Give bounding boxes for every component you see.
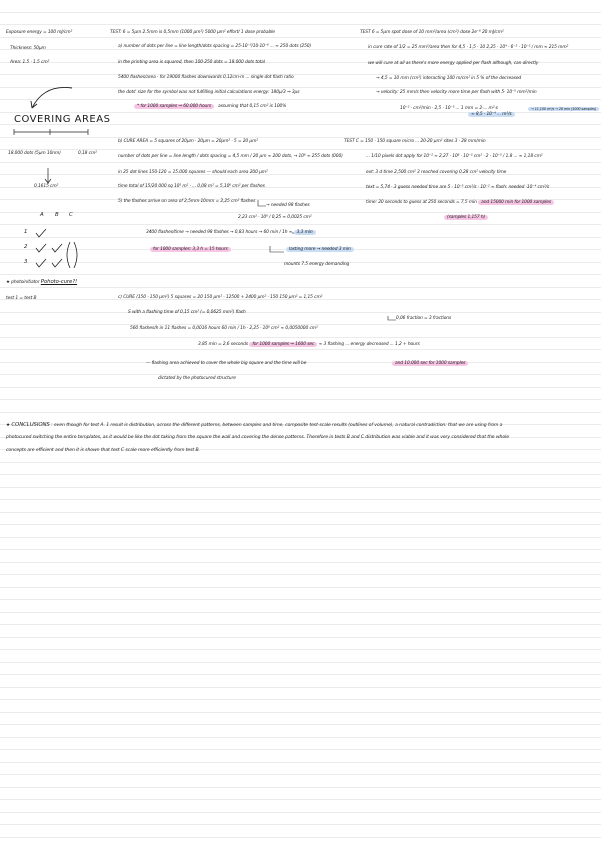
conclusions-label: CONCLUSIONS [11,422,50,428]
test2-line-e-tail: → needed 98 flashes [266,203,310,208]
test3-highlight-2: and 10.000 sec for 1000 samples [392,361,468,366]
test3-line-e: — flashing area achieved to cover the whole big square and the time will be [146,361,307,366]
test3-line-a: c) CURE (150 · 150 μm²) 5 squares = 20 150 μm² · 12500 + 2400 μm² · 150 150 μm² = 1,15 cm² [118,295,323,300]
bracket-arrow-sketch [258,200,266,206]
dimension-line-sketch [14,129,88,135]
conclusions-line-2: volume), a natural contradiction: that we are using from a photocured switching the entire templates, as it would be like the dot taking from the square the wall and covering the dense patterns. [6,423,503,441]
table-row-3: 3 [24,259,28,265]
test2-line-a: b) CURE AREA = 5 squares of 20μm · 20μm = 20μm² · 5 = 20 μm² [118,139,258,144]
col3-line-b5: time: 20 seconds to guess at 250 seconds = 7,5 min [366,200,477,205]
test3-highlight-2-wrap [392,361,468,367]
table-header-a: A [40,212,44,218]
conclusions-block: ★ CONCLUSIONS : even though for test A. 1 result is distribution, across the different patterns, between samples and time, composite test-scale results (outlines of volume), a natural contradiction: that we are using from a photocured switching the entire templates, as it would be like the dot taking from the square the wall and covering the dense patterns. Therefore in tests B and C distribution was viable and it was very considered that the whole concepts are efficient and then it is shown that test C scale more efficiently from test B. [6,422,509,453]
dots-label: 18.000 dots (5μm 10nm) [8,151,61,156]
table-header-c: C [69,212,73,218]
col3-line-a3: we will cure at all as there's more energy applied per flash although, can directly [368,61,539,66]
col3-line-b1: TEST C = 150 · 150 square micro ... 20·20 μm² sites 3 · 28 mm/min [344,139,486,144]
checkmark-3a [36,259,46,267]
photoinitiator-question: Pohoto-cure?! [40,279,78,285]
bracket-sketch [67,242,77,268]
test1-highlight-tail: assuming that 0,15 cm² is 100% [218,104,287,109]
test1-line-e: the dots' size for the symbol was not fulfilling initial calculations energy: 180μ/3 ⇒ 3μs [118,90,300,95]
photoinitiator-label: ★ photoinitiator Pohoto-cure?! [6,279,78,285]
test3-highlight-1: for 1000 samples ⇒ 1600 sec [249,342,317,347]
test1-line-d: 5400 flashes/area · for 19000 flashes downwards 0,12cm·m ... single dot flash ratio [118,75,294,80]
test3-line-d-tail: ≈ 3 flashing ... energy decreased ... 1,2 + hours [318,342,420,347]
col3-line-a6-tail-text: → 11,100 m²/s → 28 min (1000 samples) [528,107,599,111]
conclusions-line-3: Therefore in tests B and C distribution was viable and it was very considered that the whole concepts are efficient and then it is shown that test C scale more efficiently from test B. [6,435,509,453]
test3-line-f: dictated by the photocured structure [158,376,236,381]
col3-line-b5-row [366,200,554,206]
col3-line-b6-row [444,215,488,221]
exposure-energy-note: Exposure energy = 100 mJ/cm² [6,30,73,35]
test1-line-c: in the printing area is squared, then 100·250 dots = 18.000 dots total [118,60,265,65]
test2-line-h [286,247,354,253]
test1-line-a: TEST: 6 = 5μm 2.5mm is 0,5mm (1000 μm²) 5000 μm² effort/ 1 dose probable [110,30,275,35]
photoinitiator-text: photoinitiator [11,280,40,285]
area-note: Area: 1.5 · 1.5 cm² [10,60,50,65]
col3-line-b3: ext: 3 d time 2,500 cm² 3 reached covering 0,28 cm² velocity time [366,170,507,175]
test2-line-i: mounts 7.5 energy demanding [284,262,350,267]
col3-line-b4: text = 5,74 · 3 guess needed time are 5 · 10⁻⁵ cm²/s · 10⁻² ≈ flash: needed ·10⁻⁴ cm²/s [366,185,550,190]
test2-highlight: for 1000 samples: 3,3 h = 15 hours [150,247,231,252]
covering-areas-title: COVERING AREAS [14,114,111,125]
test1-highlight-row [134,104,286,110]
brace-sketch [270,246,284,252]
col3-line-b5-highlight: and 15000 min for 1000 samples [478,200,554,205]
table-row-2: 2 [24,244,28,250]
col3-line-a6-tail [528,106,599,112]
test3-line-d: 3,85 min = 2,6 seconds [198,342,249,347]
col3-line-a6-highlight: ≈ 8,5 · 10⁻⁴ ... m²/s [468,112,515,117]
checkmark-2b [52,244,62,252]
test2-line-g: 3400 flashes/time → needed 98 flashes → 0,83 hours → 60 min / 1h ≈ [146,230,293,235]
test2-highlight-row [150,247,231,253]
col3-line-b2: ... 1/10 pixels dot apply for 10⁻² ≈ 2,27 · 10⁶ · 10⁻² cm² · 2 · 10⁻⁵ / 1.8 ... ≈ 1,18 cm² [366,154,543,159]
test2-line-f: 2,23 cm² · 10⁶ / 0,25 ≈ 0,0025 cm² [238,215,312,220]
checkmark-2a [36,244,46,252]
col3-line-a6: 10⁻² · cm²/min · 2,5 · 10⁻⁵ ... 1 mm = 2·... m²·s [400,106,498,111]
area-value: 0,1615 cm² [34,184,59,189]
area-right-label: 0,18 cm² [78,151,97,156]
col3-line-a1: TEST 6 = 5μm spot dose of 10 mm²/area (cm²) dose 2e⁻⁶ 20 mJ/cm² [360,30,504,35]
test3-line-d-row [198,342,420,348]
table-header-b: B [55,212,59,218]
test2-line-g-highlight: 3,3 min [294,230,316,235]
test1-highlight: * for 1000 samples ⇒ 60.000 hours [134,104,214,109]
col3-line-a5: → velocity: 25 mm/s then velocity more time per flash with 5· 10⁻⁵ mm²/min [376,90,537,95]
checkmark-1a [36,229,46,237]
test-note: test 1 = test B [6,296,37,301]
test3-line-b: S with a flashing time of 0,15 cm² (= 0,0625 mm²) flash [128,310,246,315]
area-arrow-sketch [45,168,51,183]
test1-line-b: a) number of dots per line = line length/dots spacing = 25·10⁻³/10·10⁻⁶ ... ≈ 250 dots (250) [118,44,312,49]
col3-line-b6-highlight: (samples 1,157 h) [444,215,488,220]
thickness-note: Thickness: 50μm [10,46,46,51]
col3-line-a2: in cure rate of 1/2 = 25 mm²/area then for 4,5 · 1,5 · 10 2,25 · 10⁴ · 6⁻² · 10⁻² / mm ≈ 215 mm² [368,45,569,50]
checkmark-3b [52,259,62,267]
test3-line-c: 560 flashes/h in 11 flashes = 0,0016 hours 60 min / 1h · 2,25 · 10⁶ cm² ≈ 0,0050000 cm² [130,326,318,331]
test3-line-b-tail: 0,06 fraction = 3 fractions [396,316,452,321]
col3-line-a6-highlight-row [468,112,515,118]
test2-line-g-row [146,230,316,236]
curved-arrow-sketch [32,87,72,108]
test2-line-d: time total of 15/20 000 sq 10⁵ m² · ... 0,08 m² = 5,10⁶ cm² per flashes [118,184,265,189]
test2-line-h-text: lasting more → needed 3 min [286,247,354,252]
table-row-1: 1 [24,229,28,235]
test2-line-b: number of dots per line = line length / dots spacing = 4,5 mm / 20 μm ≈ 200 dots, → 10⁶ ≈ 255 dots (000) [118,154,343,159]
conclusions-line-1: : even though for test A. 1 result is distribution, across the different patterns, between samples and time, composite test-scale results (outlines of [51,423,373,428]
test2-line-c: in 25 dot lines 150·120 = 15.000 squares — should each area 200 μm² [118,170,268,175]
test2-line-e: 5) the flashes arrive on area of 2,5mm·10mm = 2,25 cm² flashes [118,199,256,204]
test3-arrow-sketch [388,316,396,320]
col3-line-a4: → 4,5 = 10 mm (cm²) interacting 100 m/cm² in 5 % of the decreased [376,76,522,81]
